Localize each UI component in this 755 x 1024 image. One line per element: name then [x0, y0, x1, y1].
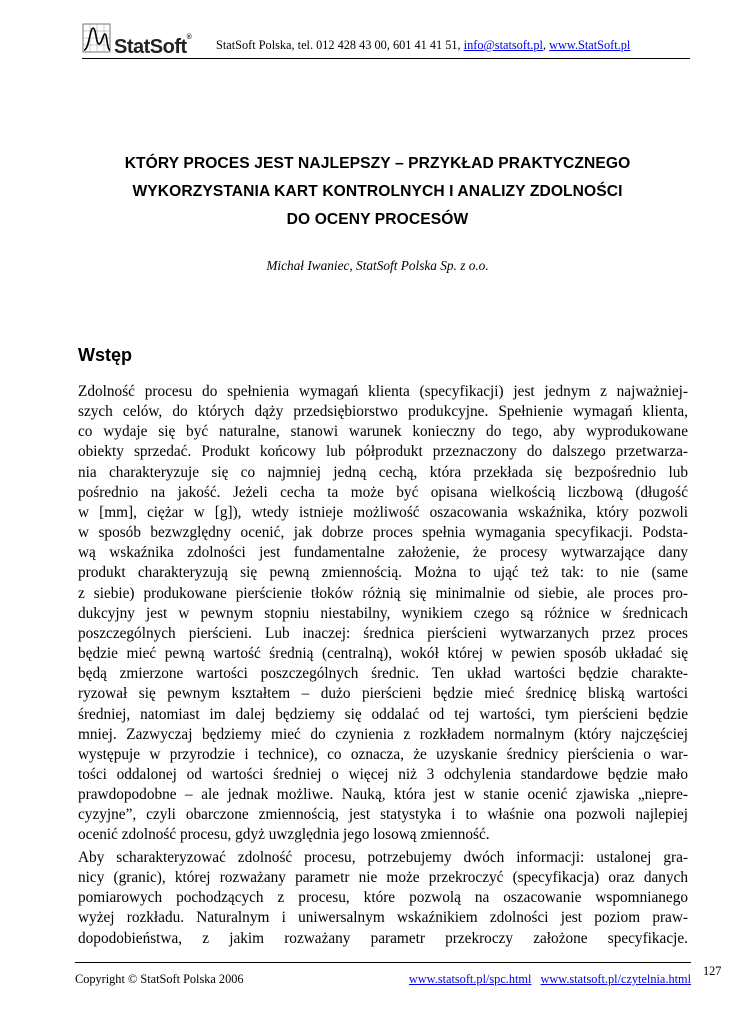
text-line: produkt charakteryzują się pewną zmiennością. Można to ująć też tak: to nie (same [78, 564, 688, 582]
spc-link[interactable]: www.statsoft.pl/spc.html [408, 972, 532, 986]
reading-room-link[interactable]: www.statsoft.pl/czytelnia.html [540, 972, 691, 986]
paragraph-intro [78, 382, 688, 846]
text-line: w sposób bezwzględny ocenić, jak dobrze proces spełnia wymagania specyfikacji. Podsta- [78, 524, 688, 542]
text-line: co wydaje się być naturalne, stanowi warunek konieczny do tego, aby wyprodukowane [78, 423, 688, 441]
text-line: w [mm], ciężar w [g]), wtedy istnieje możliwość oszacowania wskaźnika, który pozwoli [78, 503, 688, 521]
page-header [82, 18, 690, 59]
text-line: Aby scharakteryzować zdolność procesu, potrzebujemy dwóch informacji: ustalonej gra- [78, 849, 688, 866]
page-number: 127 [703, 964, 722, 978]
text-line: cyzyjne”, czyli obarczone zmiennością, jest statystyka i to właśnie ona pozwoli najlepiej [78, 806, 688, 824]
document-title [70, 150, 685, 234]
statsoft-logo [82, 22, 212, 56]
text-line: pomiarowych pochodzących z procesu, które pozwolą na oszacowanie wspomnianego [78, 889, 688, 907]
text-line: ryzował się pewnym kształtem – dużo pierścieni będzie mieć średnicę bliską wartości [78, 685, 688, 703]
text-line: z siebie) produkowane pierścienie tłoków różnią się minimalnie od siebie, ale proces pro- [78, 584, 688, 602]
text-line: szych celów, do których dąży przedsiębiorstwo produkcyjne. Spełnienie wymagań klienta, [78, 403, 688, 421]
paragraph-capability [78, 848, 688, 949]
text-line: średniej, natomiast im dalej będziemy się oddalać od tej wartości, tym pierścieni będzie [78, 705, 688, 723]
text-line: nicy (granic), której rozważany parametr nie może przekroczyć (specyfikacja) oraz danych [78, 869, 688, 887]
text-line: ocenić zdolność procesu, gdyż uwzględnia jego losową zmienność. [78, 826, 490, 844]
text-line: występuje w przyrodzie i technice), co oznacza, że uzyskanie średnicy pierścienia o war- [78, 745, 688, 763]
text-line: obiekty sprzedać. Produkt końcowy lub półprodukt przeznaczony do dalszego przetwarza- [78, 443, 688, 461]
text-line: mniej. Zazwyczaj będziemy mieć do czynienia z rozkładem normalnym (który najczęściej [78, 725, 688, 743]
text-line: dopodobieństwa, z jakim rozważany parametr przekroczy założone specyfikacje. [78, 929, 688, 947]
contact-separator: , [542, 38, 550, 52]
footer-links [403, 972, 691, 987]
logo-wordmark: StatSoft [114, 36, 187, 58]
contact-info: StatSoft Polska, tel. 012 428 43 00, 601 41 41 51, [216, 38, 464, 52]
page-footer [75, 962, 691, 993]
text-line: nia charakteryzuje się co najmniej jedną cechą, która przekłada się bezpośrednio lub [78, 463, 688, 481]
text-line: poszczególnych pierścieni. Lub inaczej: średnica pierścieni wytwarzanych przez proces [78, 624, 688, 642]
registered-mark: ® [186, 34, 192, 41]
header-contact [216, 38, 630, 53]
website-link[interactable]: www.StatSoft.pl [549, 38, 631, 52]
text-line: Zdolność procesu do spełnienia wymagań klienta (specyfikacji) jest jednym z najważniej- [78, 383, 688, 400]
text-line: pośrednio na jakość. Jeżeli cecha ta może być opisana wielkością liczbową (długość [78, 483, 688, 501]
copyright-notice: Copyright © StatSoft Polska 2006 [75, 972, 244, 986]
author-line: Michał Iwaniec, StatSoft Polska Sp. z o.o. [266, 258, 489, 273]
email-link[interactable]: info@statsoft.pl [463, 38, 543, 52]
text-line: tości oddalonej od wartości średniej o więcej niż 3 odchylenia standardowe będzie mało [78, 765, 688, 783]
text-line: będą zmierzone wartości poszczególnych średnic. Ten układ wartości będzie charakte- [78, 665, 688, 683]
title-line: KTÓRY PROCES JEST NAJLEPSZY – PRZYKŁAD PRAKTYCZNEGO [124, 155, 631, 172]
text-line: wą wskaźnika zdolności jest fundamentalne założenie, że procesy wytwarzające dany [78, 544, 688, 562]
text-line: dukcyjny jest w pewnym stopniu niestabilny, wynikiem czego są różnice w średnicach [78, 604, 688, 622]
text-line: prawdopodobne – ale jednak możliwe. Nauką, która jest w stanie ocenić zjawiska „niepre- [78, 786, 688, 804]
title-line: DO OCENY PROCESÓW [286, 211, 469, 228]
text-line: będzie mieć pewną wartość średnią (centralną), wokół której w pewien sposób układać się [78, 645, 688, 663]
text-line: wyżej rozkładu. Naturalnym i uniwersalnym wskaźnikiem zdolności jest poziom praw- [78, 909, 688, 927]
section-heading: Wstęp [78, 345, 132, 365]
chart-logo-icon [82, 22, 112, 54]
title-line: WYKORZYSTANIA KART KONTROLNYCH I ANALIZY ZDOLNOŚCI [132, 183, 623, 200]
